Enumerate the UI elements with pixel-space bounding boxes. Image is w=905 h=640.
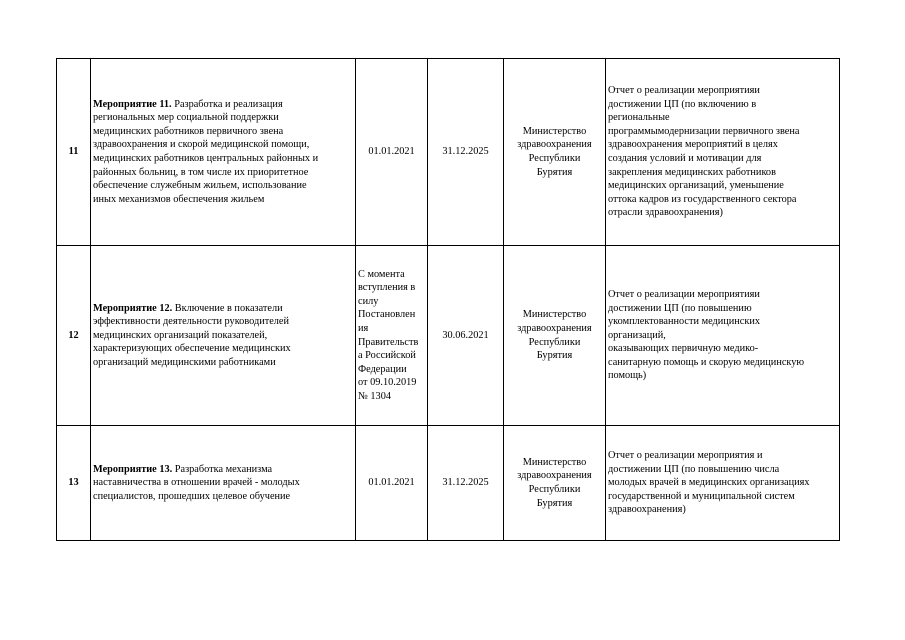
expected-result-line: Отчет о реализации мероприятияи xyxy=(608,288,760,300)
expected-result-line: государственной и муниципальной систем xyxy=(608,490,795,502)
event-description-line: иных механизмов обеспечения жильем xyxy=(93,193,265,205)
event-description-line: медицинских работников первичного звена xyxy=(93,125,284,137)
table-row xyxy=(57,246,840,426)
row-number: 13 xyxy=(57,426,91,541)
responsible-executor xyxy=(504,426,606,541)
responsible-executor-line: здравоохранения xyxy=(517,139,592,151)
expected-result-line: программымодернизации первичного звена xyxy=(608,125,800,137)
responsible-executor-line: Бурятия xyxy=(536,350,573,362)
expected-result-line: достижении ЦП (по повышению xyxy=(608,302,752,314)
event-description xyxy=(91,426,356,541)
start-date-line: № 1304 xyxy=(358,390,391,402)
responsible-executor xyxy=(504,246,606,426)
expected-result-line: санитарную помощь и скорую медицинскую xyxy=(608,356,805,368)
event-description-line: обеспечение служебным жильем, использование xyxy=(93,180,307,192)
event-title: Мероприятие 11. xyxy=(93,98,172,110)
expected-result-line: здравоохранения мероприятий в целях xyxy=(608,139,778,151)
event-description-line: региональных мер социальной поддержки xyxy=(93,112,279,124)
responsible-executor-line: здравоохранения xyxy=(517,470,592,482)
responsible-executor-line: Республики xyxy=(528,484,581,495)
start-date-line: Постановлен xyxy=(358,309,416,321)
expected-result-line: организаций, xyxy=(608,329,666,341)
expected-result-line: достижении ЦП (по включению в xyxy=(608,98,757,110)
table-body xyxy=(57,59,840,541)
start-date xyxy=(356,59,428,246)
start-date-line: ия xyxy=(358,322,369,334)
event-text: Включение в показатели xyxy=(172,302,283,314)
responsible-executor-line: Министерство xyxy=(522,456,587,468)
table-row xyxy=(57,59,840,246)
expected-result-line: укомплектованности медицинских xyxy=(608,316,761,328)
end-date: 30.06.2021 xyxy=(428,246,504,426)
start-date-line: вступления в xyxy=(358,282,416,294)
responsible-executor-line: Республики xyxy=(528,153,581,164)
row-number: 12 xyxy=(57,246,91,426)
responsible-executor-line: Бурятия xyxy=(536,166,573,178)
event-title: Мероприятие 13. xyxy=(93,463,173,475)
expected-result-line: оказывающих первичную медико- xyxy=(608,343,759,355)
event-description-line: медицинских работников центральных районных и xyxy=(93,153,319,164)
event-title: Мероприятие 12. xyxy=(93,302,173,314)
start-date-line: 01.01.2021 xyxy=(368,146,415,158)
event-description-line: эффективности деятельности руководителей xyxy=(93,316,290,328)
event-description-line xyxy=(93,302,353,316)
event-description-line: организаций медицинскими работниками xyxy=(93,356,276,368)
responsible-executor-line: здравоохранения xyxy=(517,322,592,334)
end-date: 31.12.2025 xyxy=(428,426,504,541)
responsible-executor xyxy=(504,59,606,246)
event-description-line: характеризующих обеспечение медицинских xyxy=(93,343,291,355)
responsible-executor-line: Республики xyxy=(528,336,581,348)
start-date-line: а Российской xyxy=(358,350,416,362)
responsible-executor-line: Министерство xyxy=(522,125,587,137)
event-description-line xyxy=(93,98,353,112)
start-date-line: Федерации xyxy=(358,363,407,375)
expected-result xyxy=(606,59,840,246)
row-number: 11 xyxy=(57,59,91,246)
expected-result-line: отрасли здравоохранения) xyxy=(608,207,723,219)
expected-result-line: оттока кадров из государственного сектора xyxy=(608,193,797,205)
start-date-line: Правительств xyxy=(358,336,419,348)
expected-result-line: Отчет о реализации мероприятияи xyxy=(608,85,760,97)
expected-result-line: Отчет о реализации мероприятия и xyxy=(608,450,763,462)
event-description-line: специалистов, прошедших целевое обучение xyxy=(93,490,291,502)
start-date-line: 01.01.2021 xyxy=(368,477,415,489)
event-description xyxy=(91,246,356,426)
event-description-line: медицинских организаций показателей, xyxy=(93,329,268,341)
expected-result-line: региональные xyxy=(608,112,670,124)
expected-result-line: здравоохранения) xyxy=(608,504,686,516)
expected-result xyxy=(606,426,840,541)
responsible-executor-line: Бурятия xyxy=(536,497,573,509)
expected-result xyxy=(606,246,840,426)
event-description xyxy=(91,59,356,246)
expected-result-line: создания условий и мотивации для xyxy=(608,153,762,164)
table-row xyxy=(57,426,840,541)
expected-result-line: закрепления медицинских работников xyxy=(608,166,776,178)
event-text: Разработка и реализация xyxy=(171,98,283,110)
start-date xyxy=(356,246,428,426)
expected-result-line: помощь) xyxy=(608,370,647,382)
event-description-line: наставничества в отношении врачей - молодых xyxy=(93,477,300,489)
event-description-line xyxy=(93,463,353,477)
event-text: Разработка механизма xyxy=(172,463,273,475)
start-date xyxy=(356,426,428,541)
start-date-line: от 09.10.2019 xyxy=(358,377,417,389)
responsible-executor-line: Министерство xyxy=(522,309,587,321)
event-description-line: районных больниц, в том числе их приоритетное xyxy=(93,166,309,178)
expected-result-line: медицинских организаций, уменьшение xyxy=(608,180,784,192)
start-date-line: С момента xyxy=(358,268,405,280)
expected-result-line: достижении ЦП (по повышению числа xyxy=(608,463,780,475)
start-date-line: силу xyxy=(358,295,379,307)
expected-result-line: молодых врачей в медицинских организациях xyxy=(608,477,810,489)
event-description-line: здравоохранения и скорой медицинской помощи, xyxy=(93,139,310,151)
end-date: 31.12.2025 xyxy=(428,59,504,246)
measures-table xyxy=(56,58,840,541)
